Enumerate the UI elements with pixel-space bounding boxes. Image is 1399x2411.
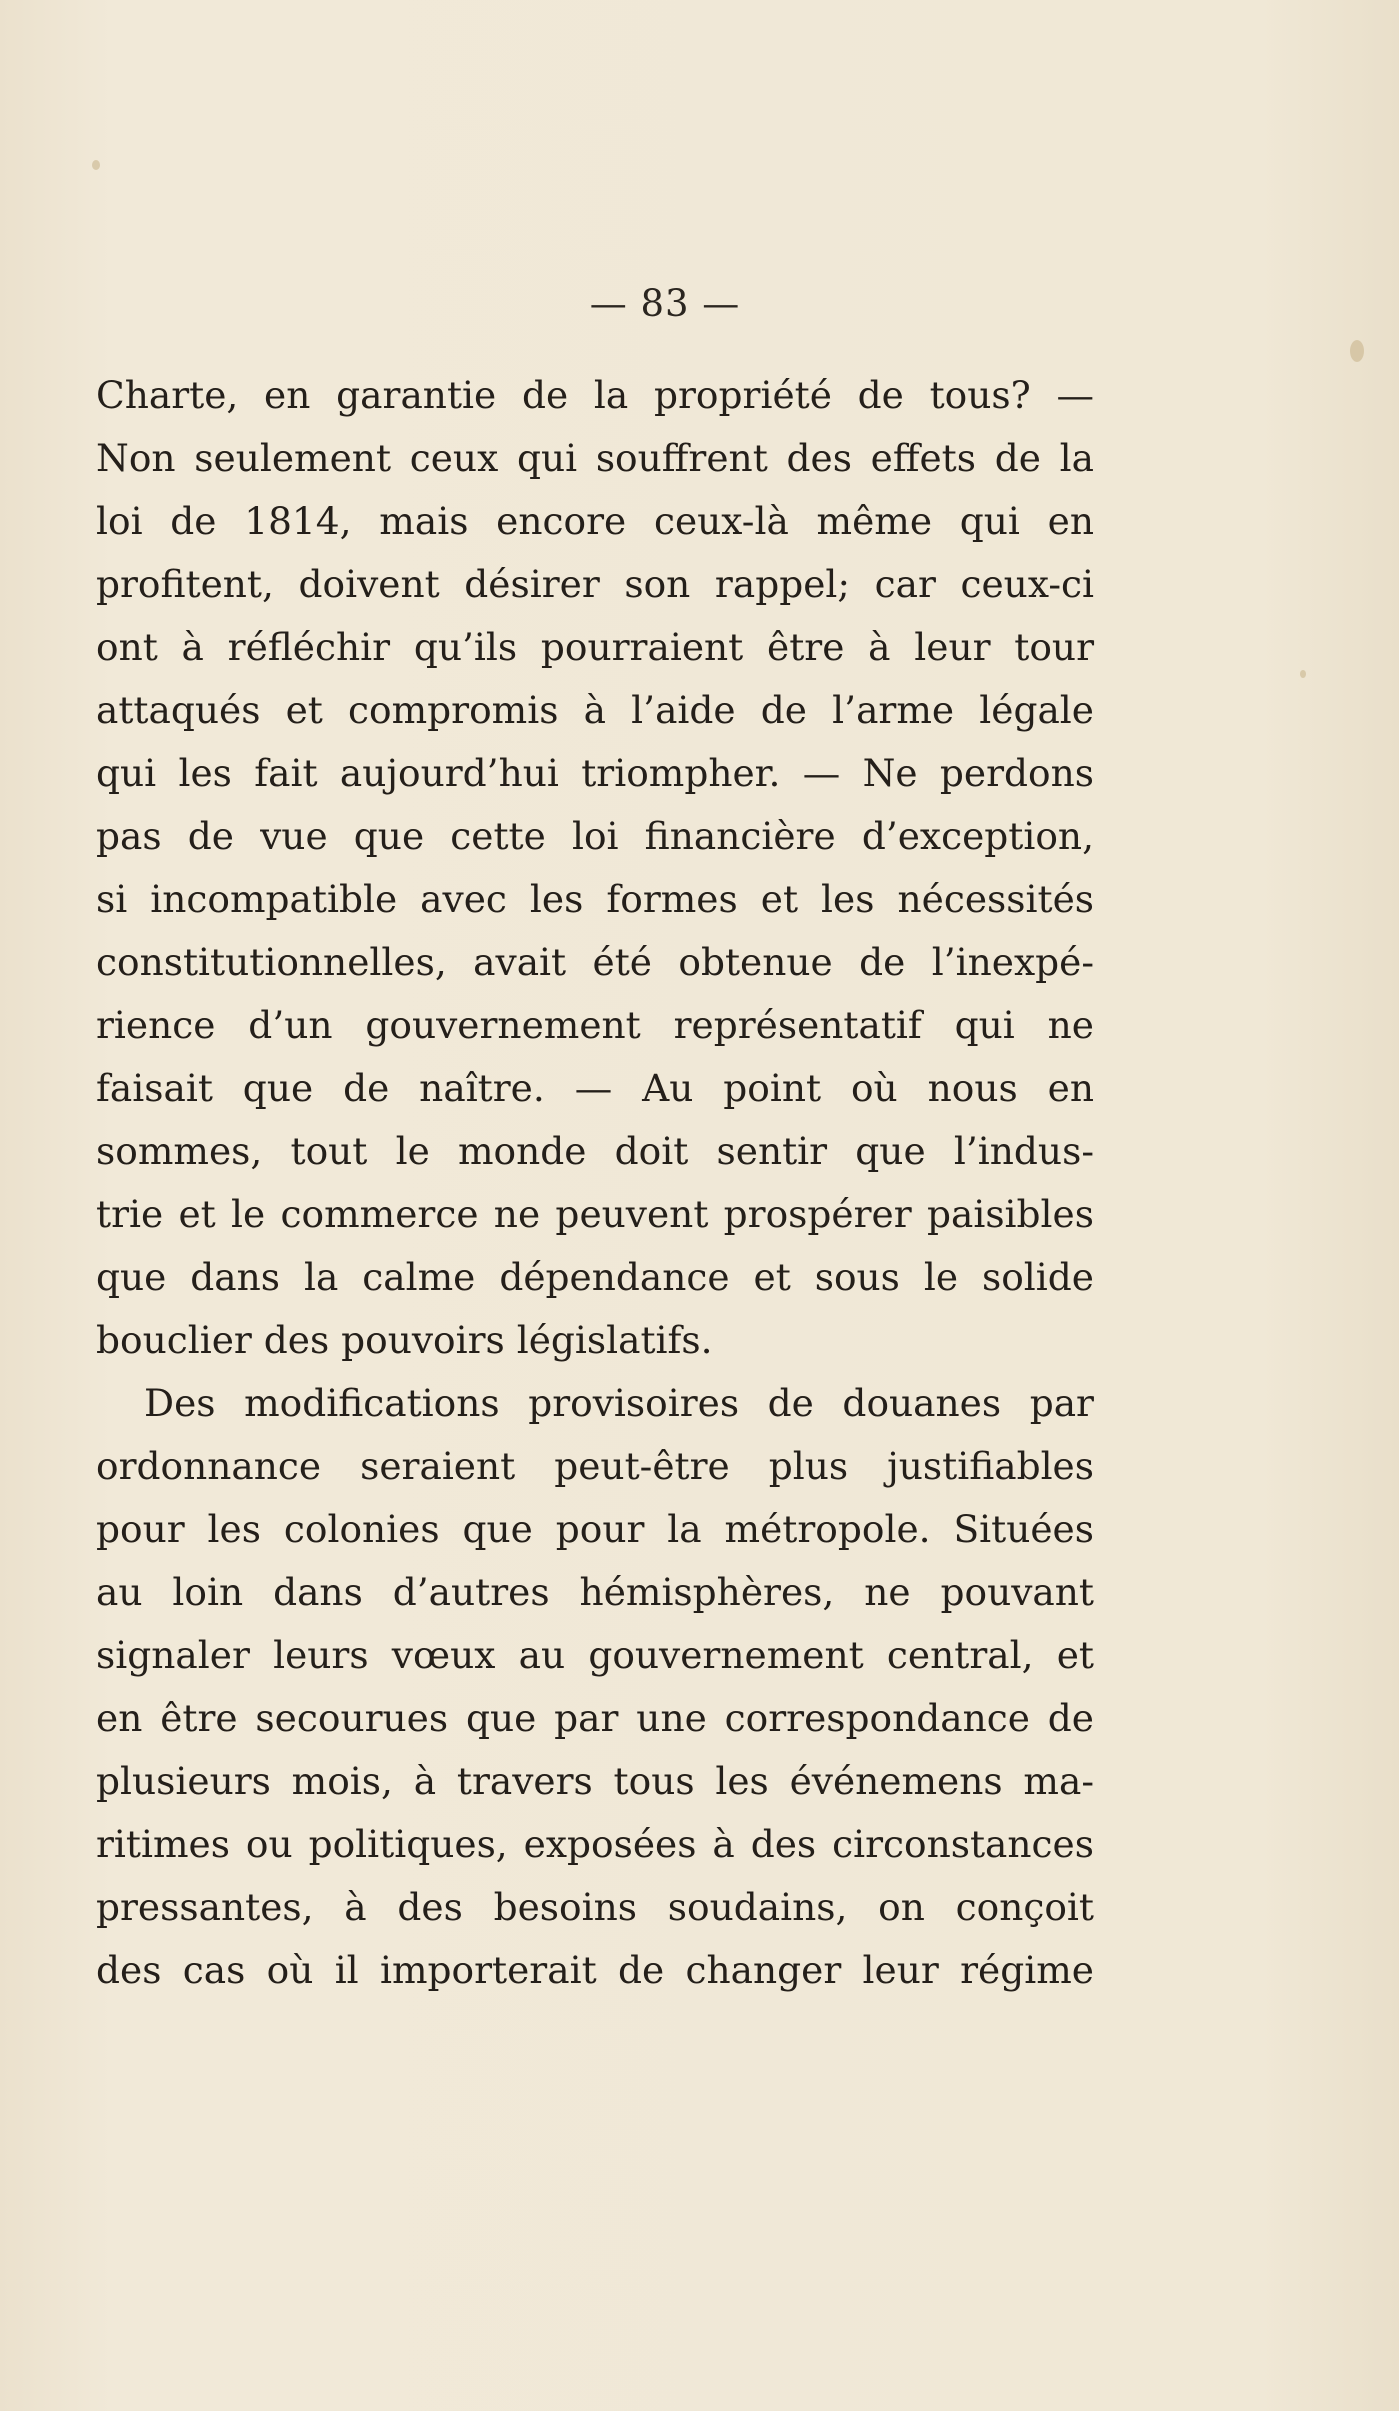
text-line: signaler leurs vœux au gouvernement central, et [96,1633,1094,1677]
text-line: Non seulement ceux qui souffrent des effets de la [96,436,1094,480]
text-line: sommes, tout le monde doit sentir que l’indus- [96,1129,1094,1173]
text-line: que dans la calme dépendance et sous le solide [96,1255,1094,1299]
paper-speck [1300,670,1306,678]
text-line: attaqués et compromis à l’aide de l’arme légale [96,688,1094,732]
text-line: en être secourues que par une correspondance de [96,1696,1094,1740]
text-line: pressantes, à des besoins soudains, on conçoit [96,1885,1094,1929]
text-line: constitutionnelles, avait été obtenue de l’inexpé- [96,940,1094,984]
text-line: pour les colonies que pour la métropole. Situées [96,1507,1094,1551]
text-line: loi de 1814, mais encore ceux-là même qui en [96,499,1094,543]
text-line: faisait que de naître. — Au point où nous en [96,1066,1094,1110]
text-line: ritimes ou politiques, exposées à des circonstances [96,1822,1094,1866]
page-number: — 83 — [589,282,741,325]
text-line: profitent, doivent désirer son rappel; car ceux-ci [96,562,1094,606]
text-line: pas de vue que cette loi financière d’exception, [96,814,1094,858]
paper-speck [92,160,100,170]
page-text [96,364,1094,2002]
text-line: rience d’un gouvernement représentatif qui ne [96,1003,1094,1047]
text-line: des cas où il importerait de changer leur régime [96,1948,1094,1992]
text-line: plusieurs mois, à travers tous les événemens ma- [96,1759,1094,1803]
paragraph-start-line: Des modifications provisoires de douanes par [144,1381,1094,1425]
text-line: bouclier des pouvoirs législatifs. [96,1318,713,1362]
text-line: ordonnance seraient peut-être plus justifiables [96,1444,1094,1488]
text-line: si incompatible avec les formes et les nécessités [96,877,1094,921]
paper-speck [1350,340,1364,362]
text-line: au loin dans d’autres hémisphères, ne pouvant [96,1570,1094,1614]
text-line: Charte, en garantie de la propriété de tous? — [96,373,1094,417]
text-line: trie et le commerce ne peuvent prospérer paisibles [96,1192,1094,1236]
text-line: qui les fait aujourd’hui triompher. — Ne perdons [96,751,1094,795]
text-line: ont à réfléchir qu’ils pourraient être à leur tour [96,625,1094,669]
